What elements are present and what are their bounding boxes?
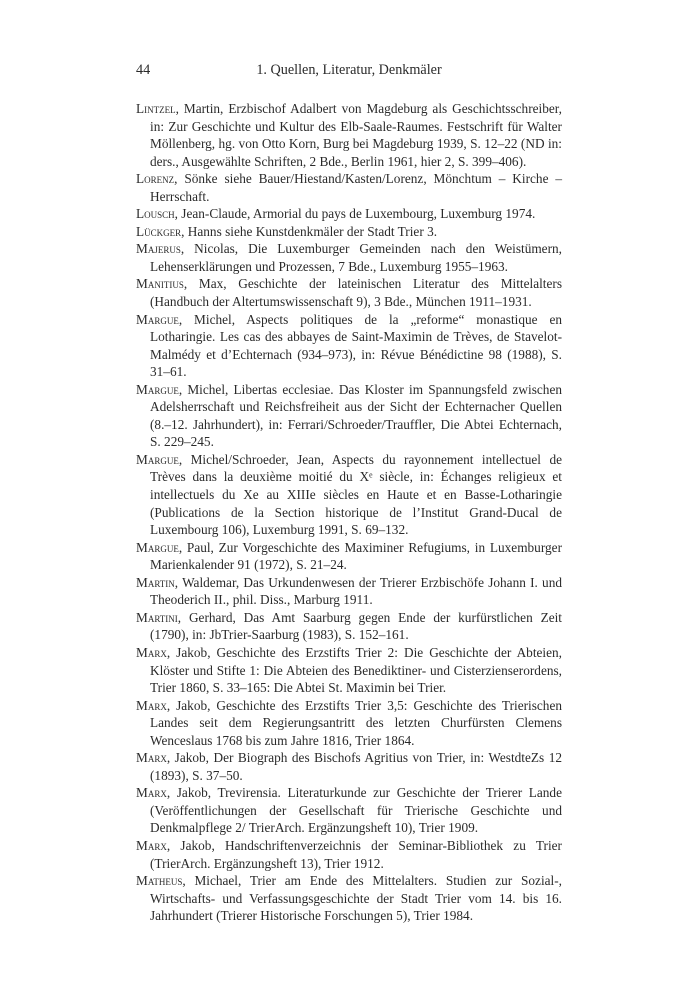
bibliography-entry xyxy=(136,240,562,275)
entry-author: Marx xyxy=(136,697,167,713)
bibliography-entry xyxy=(136,381,562,451)
entry-author: Marx xyxy=(136,837,167,853)
running-title: 1. Quellen, Literatur, Denkmäler xyxy=(256,62,442,78)
bibliography-entry xyxy=(136,205,562,223)
bibliography-entry xyxy=(136,100,562,170)
page-header xyxy=(136,62,562,82)
bibliography-entry xyxy=(136,749,562,784)
entry-author: Lintzel xyxy=(136,101,176,116)
entry-author: Martini xyxy=(136,609,178,625)
bibliography-entry xyxy=(136,644,562,697)
bibliography-list xyxy=(136,100,562,925)
entry-author: Margue xyxy=(136,539,179,555)
entry-text: , Jakob, Der Biograph des Bischofs Agritius von Trier, in: WestdteZs 12 (1893), S. 37–50. xyxy=(150,750,562,783)
bibliography-entry xyxy=(136,837,562,872)
entry-text: , Paul, Zur Vorgeschichte des Maximiner Refugiums, in Luxemburger Marienkalender 91 (1972), S. 21–24. xyxy=(150,539,562,573)
entry-text: , Sönke siehe Bauer/Hiestand/Kasten/Lorenz, Mönchtum – Kirche – Herrschaft. xyxy=(150,171,562,204)
entry-author: Lorenz xyxy=(136,171,175,187)
bibliography-entry xyxy=(136,275,562,310)
entry-text: , Jakob, Trevirensia. Literaturkunde zur Geschichte der Trierer Lande (Veröffentlichungen der Gesellschaft für Trierische Geschichte und Denkmalpflege 2/ TrierArch. Ergänzungsheft 10), Trier 1909. xyxy=(150,785,562,836)
entry-text: , Jakob, Handschriftenverzeichnis der Seminar-Bibliothek zu Trier (TrierArch. Ergänzungsheft 13), Trier 1912. xyxy=(150,837,562,871)
entry-author: Margue xyxy=(136,311,179,327)
entry-text: , Hanns siehe Kunstdenkmäler der Stadt Trier 3. xyxy=(181,223,438,239)
entry-text: , Michel, Aspects politiques de la „reforme“ monastique en Lotharingie. Les cas des abbayes de Saint-Maximin de Trèves, de Stavelot-Malmédy et d’Echternach (934–973), in: Révue Bénédictine 98 (1988), S. 31–61. xyxy=(150,311,562,380)
entry-text: , Nicolas, Die Luxemburger Gemeinden nach den Weistümern, Lehenserklärungen und Prozessen, 7 Bde., Luxemburg 1955–1963. xyxy=(150,241,562,274)
bibliography-entry xyxy=(136,872,562,925)
entry-author: Marx xyxy=(136,750,167,766)
entry-text: , Jakob, Geschichte des Erzstifts Trier 3,5: Geschichte des Trierischen Landes seit dem Regierungsantritt des letzten Churfürsten Clemens Wenceslaus 1768 bis zum Jahre 1816, Trier 1864. xyxy=(150,697,562,748)
bibliography-entry xyxy=(136,311,562,381)
entry-text: , Max, Geschichte der lateinischen Literatur des Mittelalters (Handbuch der Altertumswissenschaft 9), 3 Bde., München 1911–1931. xyxy=(150,276,562,310)
entry-author: Matheus xyxy=(136,873,183,889)
bibliography-entry xyxy=(136,609,562,644)
entry-text: , Martin, Erzbischof Adalbert von Magdeburg als Geschichtsschreiber, in: Zur Geschichte und Kultur des Elb-Saale-Raumes. Festschrift für Walter Möllenberg, hg. von Otto Korn, Burg bei Magdeburg 1939, S. 12–22 (ND in: ders., Ausgewählte Schriften, 2 Bde., Berlin 1961, hier 2, S. 399–406). xyxy=(150,101,562,169)
bibliography-entry xyxy=(136,223,562,241)
bibliography-entry xyxy=(136,784,562,837)
bibliography-entry xyxy=(136,697,562,750)
entry-text: , Waldemar, Das Urkundenwesen der Trierer Erzbischöfe Johann I. und Theoderich II., phil. Diss., Marburg 1911. xyxy=(150,574,562,608)
entry-author: Lückger xyxy=(136,223,182,239)
entry-author: Marx xyxy=(136,785,167,801)
bibliography-entry xyxy=(136,574,562,609)
page-number: 44 xyxy=(136,62,151,78)
entry-text: , Michael, Trier am Ende des Mittelalters. Studien zur Sozial-, Wirtschafts- und Verfassungsgeschichte der Stadt Trier vom 14. bis 16. Jahrhundert (Trierer Historische Forschungen 5), Trier 1984. xyxy=(150,873,562,924)
entry-author: Manitius xyxy=(136,276,184,292)
bibliography-entry xyxy=(136,539,562,574)
entry-author: Margue xyxy=(136,381,179,397)
bibliography-entry xyxy=(136,170,562,205)
entry-author: Martin xyxy=(136,574,175,590)
bibliography-entry xyxy=(136,451,562,539)
entry-author: Lousch xyxy=(136,206,175,222)
entry-text: , Gerhard, Das Amt Saarburg gegen Ende der kurfürstlichen Zeit (1790), in: JbTrier-Saarburg (1983), S. 152–161. xyxy=(150,609,562,643)
entry-text: , Michel, Libertas ecclesiae. Das Kloster im Spannungsfeld zwischen Adelsherrschaft und Reichsfreiheit aus der Sicht der Echternacher Quellen (8.–12. Jahrhundert), in: Ferrari/Schroeder/Trauffler, Die Abtei Echternach, S. 229–245. xyxy=(150,381,562,450)
entry-text: , Michel/Schroeder, Jean, Aspects du rayonnement intellectuel de Trèves dans la deuxième moitié du Xᵉ siècle, in: Échanges religieux et intellectuels du Xe au XIIIe siècles en Haute et en Basse-Lotharingie (Publications de la Section historique de l’Institut Grand-Ducal de Luxembourg 106), Luxemburg 1991, S. 69–132. xyxy=(150,451,562,538)
entry-author: Marx xyxy=(136,644,167,660)
entry-author: Majerus xyxy=(136,241,181,257)
entry-text: , Jakob, Geschichte des Erzstifts Trier 2: Die Geschichte der Abteien, Klöster und Stifte 1: Die Abteien des Benediktiner- und Cisterzienserordens, Trier 1860, S. 33–165: Die Abtei St. Maximin bei Trier. xyxy=(150,644,562,696)
entry-text: , Jean-Claude, Armorial du pays de Luxembourg, Luxemburg 1974. xyxy=(174,206,536,222)
entry-author: Margue xyxy=(136,451,179,467)
